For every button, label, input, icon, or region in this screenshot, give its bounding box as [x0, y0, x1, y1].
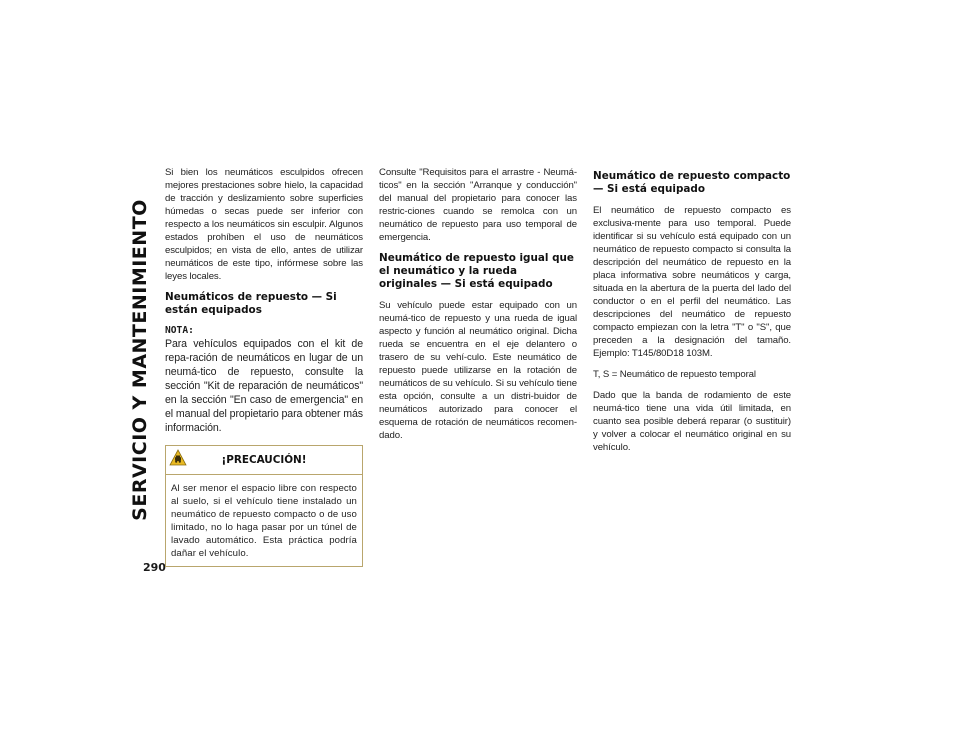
paragraph-compact-spare: El neumático de repuesto compacto es exclusiva-mente para uso temporal. Puede identificar si su vehículo está equipado con un neumático de repuesto compacto si consulta la descripción del neumático de repuesto en la placa informativa sobre neumáticos y carga, situada en la abertura de la puerta del lado del conductor o en el perfil del neumático. Las descripciones del neumático de repuesto compacto empiezan con la letra "T" o "S", que preceden a la designación del tamaño. Ejemplo: T145/80D18 103M. — [593, 205, 791, 359]
paragraph-temporary-spare-code: T, S = Neumático de repuesto temporal — [593, 369, 756, 380]
column-1 — [165, 166, 363, 567]
column-3 — [593, 166, 791, 462]
heading-full-size-spare: Neumático de repuesto igual que el neumático y la rueda originales — Si está equipado — [379, 252, 574, 290]
paragraph-towing: Consulte "Requisitos para el arrastre - Neumá-ticos" en la sección "Arranque y conducción" del manual del propietario para conocer las restric-ciones cuando se remolca con un neumático de repuesto para uso temporal de emergencia. — [379, 167, 577, 243]
paragraph-limited-tread-life: Dado que la banda de rodamiento de este neumá-tico tiene una vida útil limitada, en cuanto sea posible deberá reparar (o sustituir) y volver a colocar el neumático original en su vehículo. — [593, 390, 791, 453]
page-number: 290 — [143, 561, 166, 574]
note-label: NOTA: — [165, 325, 194, 336]
section-title: SERVICIO Y MANTENIMIENTO — [129, 199, 151, 521]
note-text: Para vehículos equipados con el kit de repa-ración de neumáticos en lugar de un neumá-tico de repuesto, consulte la sección "Kit de reparación de neumáticos" en la sección "En caso de emergencia" en el manual del propietario para obtener más información. — [165, 338, 363, 434]
warning-box — [165, 445, 363, 567]
paragraph-full-size-spare: Su vehículo puede estar equipado con un neumá-tico de repuesto y una rueda de igual aspecto y función al neumático original. Dicha rueda se encuentra en el eje delantero o trasero de su vehí-culo. Este neumático de repuesto puede utilizarse en la rotación de neumáticos de su vehículo. Si su vehículo tiene esta opción, consulte a un distri-buidor de neumáticos autorizado para conocer el esquema de rotación de neumáticos recomen-dado. — [379, 300, 577, 441]
section-title-vertical — [120, 170, 160, 550]
heading-compact-spare: Neumático de repuesto compacto — Si está equipado — [593, 170, 791, 195]
warning-triangle-icon — [169, 449, 187, 466]
column-2 — [379, 166, 577, 450]
warning-title: ¡PRECAUCIÓN! — [221, 454, 307, 466]
paragraph-studded-tires: Si bien los neumáticos esculpidos ofrecen mejores prestaciones sobre hielo, la capacidad de tracción y deslizamiento sobre superficies húmedas o secas puede ser inferior con respecto a los neumáticos sin esculpir. Algunos estados prohíben el uso de neumáticos esculpidos; en vista de ello, antes de utilizar neumáticos de este tipo, infórmese sobre las leyes locales. — [165, 167, 363, 282]
warning-header — [166, 446, 362, 475]
warning-body: Al ser menor el espacio libre con respecto al suelo, si el vehículo tiene instalado un neumático de repuesto compacto o de uso limitado, no lo haga pasar por un túnel de lavado automático. Esta práctica podría dañar el vehículo. — [171, 483, 357, 559]
heading-spare-tires: Neumáticos de repuesto — Si están equipados — [165, 291, 337, 316]
